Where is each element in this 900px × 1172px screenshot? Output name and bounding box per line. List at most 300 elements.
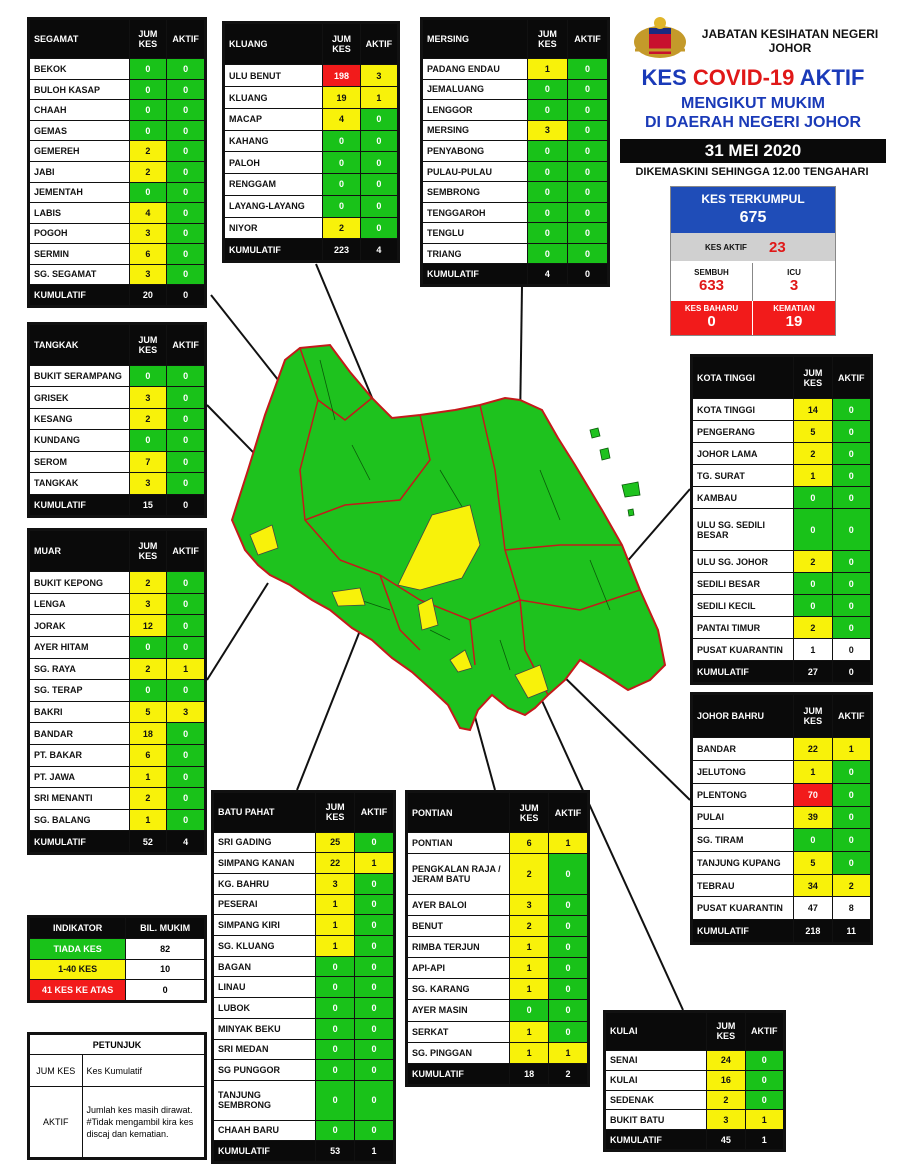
mukim-name: GEMAS [30, 120, 130, 141]
district-name: JOHOR BAHRU [693, 695, 794, 738]
indikator-1-40-kes-count: 10 [126, 959, 205, 980]
col-jum-kes: JUM KES [510, 793, 549, 833]
jum-kes-value: 2 [129, 408, 167, 429]
mukim-name: GRISEK [30, 387, 130, 408]
aktif-value: 1 [360, 87, 397, 109]
mukim-name: SERMIN [30, 244, 130, 265]
aktif-value: 0 [167, 120, 205, 141]
table-row [693, 783, 871, 806]
aktif-value: 0 [167, 473, 205, 494]
indikator-tiada-kes: TIADA KES [30, 938, 126, 959]
aktif-value: 0 [832, 829, 870, 852]
kumulatif-jum-kes: 18 [510, 1063, 549, 1084]
col-aktif: AKTIF [167, 531, 205, 572]
table-row [225, 152, 398, 174]
petunjuk-jumkes-term: JUM KES [30, 1055, 83, 1087]
subtitle [618, 94, 888, 132]
district-name: KOTA TINGGI [693, 357, 794, 399]
table-row [225, 87, 398, 109]
table-row [693, 421, 871, 443]
mukim-name: GEMEREH [30, 141, 130, 162]
table-row [423, 182, 608, 203]
icu-label: ICU [787, 268, 801, 277]
aktif-value: 0 [167, 788, 205, 810]
aktif-value: 0 [167, 264, 205, 285]
mukim-name: BENUT [408, 915, 510, 936]
table-row [214, 1120, 394, 1141]
jum-kes-value: 0 [316, 956, 355, 977]
aktif-value: 0 [832, 595, 870, 617]
aktif-value: 0 [549, 1021, 588, 1042]
mukim-name: BUKIT SERAMPANG [30, 365, 130, 386]
aktif-value: 0 [167, 637, 205, 659]
table-row [423, 100, 608, 121]
col-jum-kes: JUM KES [129, 531, 167, 572]
aktif-value: 0 [745, 1070, 783, 1090]
mukim-name: TENGLU [423, 223, 528, 244]
aktif-value: 0 [832, 399, 870, 421]
aktif-value: 0 [355, 977, 394, 998]
jum-kes-value: 0 [527, 202, 567, 223]
jum-kes-value: 3 [129, 473, 167, 494]
kumulatif-label: KUMULATIF [606, 1130, 707, 1150]
table-row [408, 937, 588, 958]
table-johorbahru [690, 692, 873, 945]
mukim-name: LENGGOR [423, 100, 528, 121]
table-row [225, 174, 398, 196]
jum-kes-value: 19 [323, 87, 360, 109]
mukim-name: SEDILI KECIL [693, 595, 794, 617]
mukim-name: API-API [408, 958, 510, 979]
col-jum-kes: JUM KES [316, 793, 355, 833]
petunjuk-aktif-desc: Jumlah kes masih dirawat. #Tidak mengambil kira kes discaj dan kematian. [82, 1087, 205, 1158]
table-row [30, 203, 205, 224]
aktif-value: 0 [167, 59, 205, 80]
jum-kes-value: 1 [316, 894, 355, 915]
col-aktif: AKTIF [167, 20, 205, 59]
aktif-value: 0 [167, 408, 205, 429]
aktif-value: 0 [549, 894, 588, 915]
col-jum-kes: JUM KES [129, 325, 167, 366]
table-row [30, 809, 205, 831]
jum-kes-value: 18 [129, 723, 167, 745]
jum-kes-value: 2 [129, 788, 167, 810]
jum-kes-value: 16 [707, 1070, 745, 1090]
jum-kes-value: 3 [527, 120, 567, 141]
connector-johorbahru [555, 668, 690, 800]
jum-kes-value: 2 [794, 551, 832, 573]
mukim-name: JOHOR LAMA [693, 443, 794, 465]
aktif-value: 0 [167, 451, 205, 472]
summary-panel [670, 186, 836, 336]
connector-muar [207, 583, 268, 680]
aktif-value: 0 [355, 832, 394, 853]
title-aktif: AKTIF [799, 65, 865, 90]
mukim-name: SG. SEGAMAT [30, 264, 130, 285]
aktif-value: 0 [355, 1120, 394, 1141]
mukim-name: PULAU-PULAU [423, 161, 528, 182]
kumulatif-jum-kes: 20 [129, 285, 167, 306]
table-row [225, 108, 398, 130]
mukim-name: KUNDANG [30, 430, 130, 451]
jum-kes-value: 0 [794, 595, 832, 617]
aktif-value: 0 [567, 243, 607, 264]
jum-kes-value: 0 [129, 637, 167, 659]
mukim-name: TANJUNG SEMBRONG [214, 1080, 316, 1120]
aktif-value: 0 [360, 217, 397, 239]
jum-kes-value: 1 [794, 761, 832, 784]
table-row [30, 244, 205, 265]
table-row [408, 854, 588, 894]
mukim-name: PENGKALAN RAJA / JERAM BATU [408, 854, 510, 894]
jum-kes-value: 47 [794, 897, 832, 920]
mukim-name: JEMALUANG [423, 79, 528, 100]
mukim-name: LINAU [214, 977, 316, 998]
jum-kes-value: 4 [129, 203, 167, 224]
table-row [30, 387, 205, 408]
table-row [408, 958, 588, 979]
mukim-name: PT. BAKAR [30, 744, 130, 766]
aktif-value: 0 [167, 593, 205, 615]
petunjuk-jumkes-desc: Kes Kumulatif [82, 1055, 205, 1087]
aktif-value: 0 [355, 894, 394, 915]
kes-aktif-label: KES AKTIF [705, 243, 747, 252]
table-row [606, 1050, 784, 1070]
mukim-name: TEBRAU [693, 874, 794, 897]
sembuh-label: SEMBUH [694, 268, 729, 277]
mukim-name: JORAK [30, 615, 130, 637]
mukim-name: LENGA [30, 593, 130, 615]
jum-kes-value: 0 [527, 223, 567, 244]
col-aktif: AKTIF [360, 24, 397, 65]
jata-negara-emblem [625, 14, 695, 62]
district-name: PONTIAN [408, 793, 510, 833]
kes-baharu-value: 0 [707, 313, 716, 330]
mukim-name: JABI [30, 161, 130, 182]
mukim-name: AYER HITAM [30, 637, 130, 659]
aktif-value: 1 [832, 738, 870, 761]
jum-kes-value: 14 [794, 399, 832, 421]
table-row [214, 1080, 394, 1120]
mukim-name: CHAAH BARU [214, 1120, 316, 1141]
district-name: BATU PAHAT [214, 793, 316, 833]
mukim-name: SG. TERAP [30, 680, 130, 702]
aktif-value: 0 [167, 141, 205, 162]
aktif-value: 0 [167, 387, 205, 408]
jum-kes-value: 0 [129, 182, 167, 203]
indikator-41-kes: 41 KES KE ATAS [30, 980, 126, 1001]
col-aktif: AKTIF [167, 325, 205, 366]
jum-kes-value: 1 [527, 59, 567, 80]
jum-kes-value: 1 [510, 937, 549, 958]
jum-kes-value: 1 [129, 766, 167, 788]
kes-aktif-value: 23 [769, 239, 786, 256]
mukim-name: SG. KARANG [408, 979, 510, 1000]
table-row [30, 120, 205, 141]
mukim-name: PADANG ENDAU [423, 59, 528, 80]
table-row [693, 829, 871, 852]
mukim-name: BUKIT BATU [606, 1110, 707, 1130]
title-covid: COVID-19 [692, 65, 795, 90]
aktif-value: 0 [167, 744, 205, 766]
table-row [30, 593, 205, 615]
aktif-value: 0 [549, 854, 588, 894]
table-row [693, 639, 871, 661]
kumulatif-jum-kes: 223 [323, 239, 360, 261]
aktif-value: 0 [167, 223, 205, 244]
table-row [693, 399, 871, 421]
aktif-value: 0 [355, 998, 394, 1019]
table-row [30, 766, 205, 788]
jum-kes-value: 1 [316, 915, 355, 936]
jum-kes-value: 3 [129, 593, 167, 615]
aktif-value: 0 [355, 956, 394, 977]
kumulatif-jum-kes: 45 [707, 1130, 745, 1150]
table-row [408, 1000, 588, 1021]
aktif-value: 0 [567, 79, 607, 100]
kumulatif-aktif: 1 [355, 1141, 394, 1162]
mukim-name: NIYOR [225, 217, 323, 239]
kumulatif-label: KUMULATIF [693, 661, 794, 683]
jum-kes-value: 6 [129, 744, 167, 766]
col-aktif: AKTIF [567, 20, 607, 59]
jum-kes-value: 198 [323, 65, 360, 87]
mukim-name: ULU SG. JOHOR [693, 551, 794, 573]
aktif-value: 1 [549, 833, 588, 854]
aktif-value: 0 [167, 615, 205, 637]
aktif-value: 0 [567, 59, 607, 80]
jum-kes-value: 0 [316, 1060, 355, 1081]
icu-box [753, 263, 835, 301]
col-jum-kes: JUM KES [323, 24, 360, 65]
jum-kes-value: 0 [510, 1000, 549, 1021]
jum-kes-value: 2 [129, 141, 167, 162]
table-row [30, 141, 205, 162]
aktif-value: 0 [745, 1050, 783, 1070]
table-row [606, 1110, 784, 1130]
table-row [225, 195, 398, 217]
table-row [606, 1090, 784, 1110]
kumulatif-jum-kes: 52 [129, 831, 167, 853]
aktif-value: 0 [355, 1018, 394, 1039]
mukim-name: SEDILI BESAR [693, 573, 794, 595]
mukim-name: LUBOK [214, 998, 316, 1019]
kematian-box [753, 301, 835, 335]
mukim-name: TRIANG [423, 243, 528, 264]
kes-terkumpul-value: 675 [739, 209, 767, 226]
aktif-value: 0 [567, 100, 607, 121]
jum-kes-value: 0 [527, 243, 567, 264]
table-row [30, 788, 205, 810]
title-kes: KES [641, 65, 687, 90]
jum-kes-value: 2 [510, 854, 549, 894]
district-name: KULAI [606, 1013, 707, 1051]
jum-kes-value: 2 [129, 658, 167, 680]
table-row [225, 130, 398, 152]
mukim-name: PALOH [225, 152, 323, 174]
table-batupahat [211, 790, 396, 1164]
kes-terkumpul-box [671, 187, 835, 233]
table-row [423, 243, 608, 264]
jum-kes-value: 0 [527, 182, 567, 203]
jum-kes-value: 0 [527, 79, 567, 100]
jum-kes-value: 0 [129, 59, 167, 80]
aktif-value: 0 [167, 244, 205, 265]
aktif-value: 0 [549, 958, 588, 979]
aktif-value: 0 [355, 915, 394, 936]
aktif-value: 0 [355, 873, 394, 894]
aktif-value: 0 [549, 937, 588, 958]
table-row [693, 487, 871, 509]
mukim-name: BAKRI [30, 701, 130, 723]
kumulatif-aktif: 0 [167, 494, 205, 515]
jum-kes-value: 0 [129, 100, 167, 121]
table-row [693, 761, 871, 784]
mukim-name: TANGKAK [30, 473, 130, 494]
table-kluang [222, 21, 400, 263]
table-row [408, 979, 588, 1000]
indikator-1-40-kes: 1-40 KES [30, 959, 126, 980]
aktif-value: 0 [832, 573, 870, 595]
mukim-name: BUKIT KEPONG [30, 572, 130, 594]
table-row [30, 79, 205, 100]
mukim-name: PANTAI TIMUR [693, 617, 794, 639]
jum-kes-value: 0 [794, 573, 832, 595]
mukim-name: PONTIAN [408, 833, 510, 854]
mukim-name: SRI GADING [214, 832, 316, 853]
jum-kes-value: 5 [794, 421, 832, 443]
jum-kes-value: 4 [323, 108, 360, 130]
aktif-value: 0 [832, 487, 870, 509]
jum-kes-value: 0 [316, 1080, 355, 1120]
kumulatif-jum-kes: 53 [316, 1141, 355, 1162]
col-aktif: AKTIF [355, 793, 394, 833]
table-row [423, 59, 608, 80]
jum-kes-value: 0 [794, 829, 832, 852]
subtitle-line-2: DI DAERAH NEGERI JOHOR [644, 114, 862, 131]
mukim-name: KAMBAU [693, 487, 794, 509]
aktif-value: 1 [549, 1042, 588, 1063]
table-row [214, 1018, 394, 1039]
mukim-name: SEROM [30, 451, 130, 472]
jum-kes-value: 0 [527, 161, 567, 182]
table-row [693, 897, 871, 920]
indikator-tiada-kes-count: 82 [126, 938, 205, 959]
mukim-name: AYER MASIN [408, 1000, 510, 1021]
aktif-value: 1 [745, 1110, 783, 1130]
table-row [30, 473, 205, 494]
kumulatif-aktif: 2 [549, 1063, 588, 1084]
kumulatif-label: KUMULATIF [423, 264, 528, 285]
kumulatif-aktif: 0 [567, 264, 607, 285]
jum-kes-value: 0 [129, 79, 167, 100]
kumulatif-label: KUMULATIF [225, 239, 323, 261]
dept-line-1: JABATAN KESIHATAN NEGERI [701, 27, 879, 41]
table-row [30, 451, 205, 472]
aktif-value: 0 [832, 806, 870, 829]
table-row [693, 874, 871, 897]
table-row [693, 443, 871, 465]
indikator-legend [27, 915, 207, 1003]
aktif-value: 0 [167, 572, 205, 594]
mukim-name: PLENTONG [693, 783, 794, 806]
table-row [693, 551, 871, 573]
mukim-name: LABIS [30, 203, 130, 224]
table-row [423, 120, 608, 141]
kumulatif-label: KUMULATIF [30, 494, 130, 515]
jum-kes-value: 0 [316, 998, 355, 1019]
mukim-name: TENGGAROH [423, 202, 528, 223]
aktif-value: 2 [832, 874, 870, 897]
jum-kes-value: 2 [794, 443, 832, 465]
jum-kes-value: 3 [129, 223, 167, 244]
mukim-name: SG. PINGGAN [408, 1042, 510, 1063]
kumulatif-jum-kes: 15 [129, 494, 167, 515]
mukim-name: PENYABONG [423, 141, 528, 162]
jum-kes-value: 2 [323, 217, 360, 239]
mukim-name: RIMBA TERJUN [408, 937, 510, 958]
mukim-name: PT. JAWA [30, 766, 130, 788]
aktif-value: 1 [355, 853, 394, 874]
aktif-value: 0 [167, 430, 205, 451]
table-row [30, 59, 205, 80]
jum-kes-value: 1 [316, 936, 355, 957]
table-row [30, 680, 205, 702]
col-jum-kes: JUM KES [707, 1013, 745, 1051]
jum-kes-value: 0 [316, 1039, 355, 1060]
jum-kes-value: 0 [129, 365, 167, 386]
table-row [30, 430, 205, 451]
mukim-name: ULU BENUT [225, 65, 323, 87]
sembuh-value: 633 [698, 277, 725, 294]
mukim-name: JELUTONG [693, 761, 794, 784]
table-muar [27, 528, 207, 855]
mukim-name: SENAI [606, 1050, 707, 1070]
aktif-value: 0 [167, 809, 205, 831]
table-mersing [420, 17, 610, 287]
aktif-value: 0 [832, 509, 870, 551]
table-row [214, 998, 394, 1019]
mukim-name: KULAI [606, 1070, 707, 1090]
col-jum-kes: JUM KES [527, 20, 567, 59]
table-row [30, 658, 205, 680]
table-row [30, 701, 205, 723]
table-row [693, 465, 871, 487]
jum-kes-value: 7 [129, 451, 167, 472]
mukim-name: RENGGAM [225, 174, 323, 196]
kematian-value: 19 [785, 313, 803, 330]
jum-kes-value: 22 [316, 853, 355, 874]
kumulatif-aktif: 0 [832, 661, 870, 683]
table-row [214, 977, 394, 998]
jum-kes-value: 0 [129, 430, 167, 451]
jum-kes-value: 1 [510, 958, 549, 979]
mukim-name: SG. KLUANG [214, 936, 316, 957]
aktif-value: 0 [549, 1000, 588, 1021]
subtitle-line-1: MENGIKUT MUKIM [681, 95, 825, 112]
indikator-header: INDIKATOR [30, 918, 126, 939]
aktif-value: 0 [832, 639, 870, 661]
mukim-name: BULOH KASAP [30, 79, 130, 100]
table-row [693, 806, 871, 829]
table-row [30, 572, 205, 594]
mukim-name: CHAAH [30, 100, 130, 121]
table-row [30, 223, 205, 244]
table-row [214, 853, 394, 874]
jum-kes-value: 24 [707, 1050, 745, 1070]
page-title [618, 66, 888, 90]
aktif-value: 0 [567, 141, 607, 162]
